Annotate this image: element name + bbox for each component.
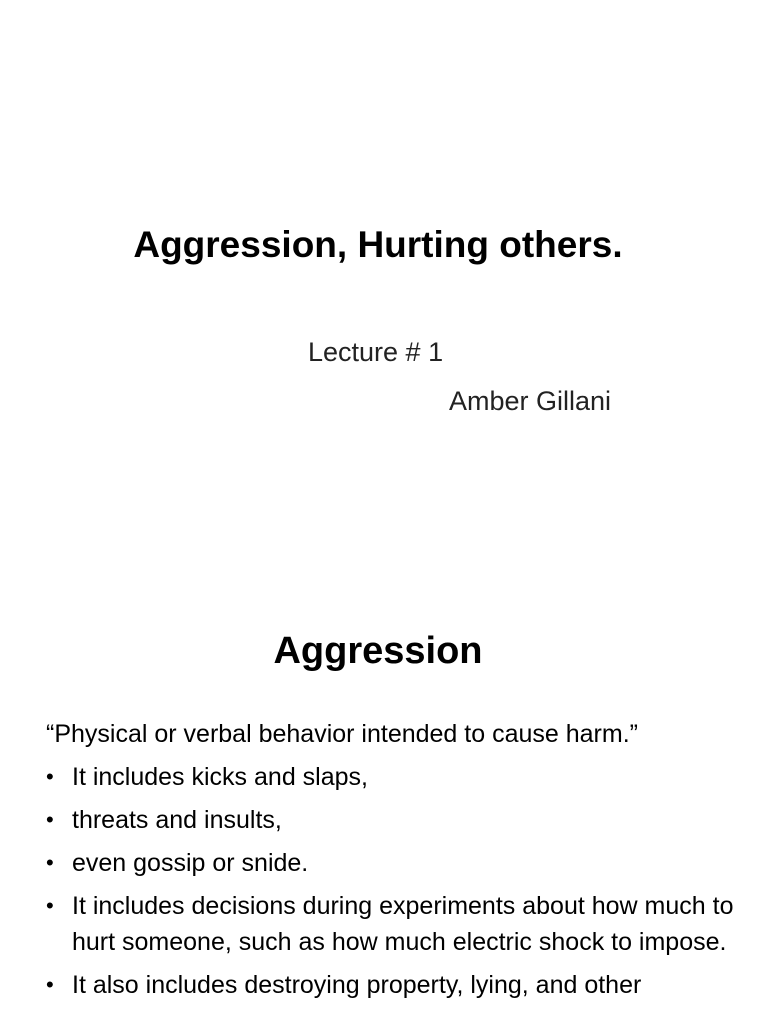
bullet-item xyxy=(46,759,746,795)
bullet-text: even gossip or snide. xyxy=(72,849,309,877)
bullet-item xyxy=(46,802,746,838)
content-slide xyxy=(0,576,768,1024)
bullet-icon: • xyxy=(46,807,54,832)
slide-body xyxy=(46,716,746,1010)
bullet-icon: • xyxy=(46,850,54,875)
slide-heading: Aggression xyxy=(273,630,483,672)
bullet-item xyxy=(46,967,746,1003)
bullet-text: It includes kicks and slaps, xyxy=(72,763,368,791)
bullet-icon: • xyxy=(46,764,54,789)
bullet-item xyxy=(46,888,746,960)
bullet-icon: • xyxy=(46,893,54,918)
bullet-icon: • xyxy=(46,972,54,997)
slide-title: Aggression, Hurting others. xyxy=(133,224,623,265)
bullet-item xyxy=(46,845,746,881)
bullet-text: It also includes destroying property, lying, and other xyxy=(72,971,642,999)
author-name: Amber Gillani xyxy=(449,386,612,416)
bullet-text: threats and insults, xyxy=(72,806,282,834)
lecture-number: Lecture # 1 xyxy=(308,337,444,367)
definition-quote: “Physical or verbal behavior intended to cause harm.” xyxy=(46,720,638,748)
bullet-text: It includes decisions during experiments about how much to hurt someone, such as how much electric shock to impose. xyxy=(72,892,734,956)
bullet-list xyxy=(46,759,746,1003)
